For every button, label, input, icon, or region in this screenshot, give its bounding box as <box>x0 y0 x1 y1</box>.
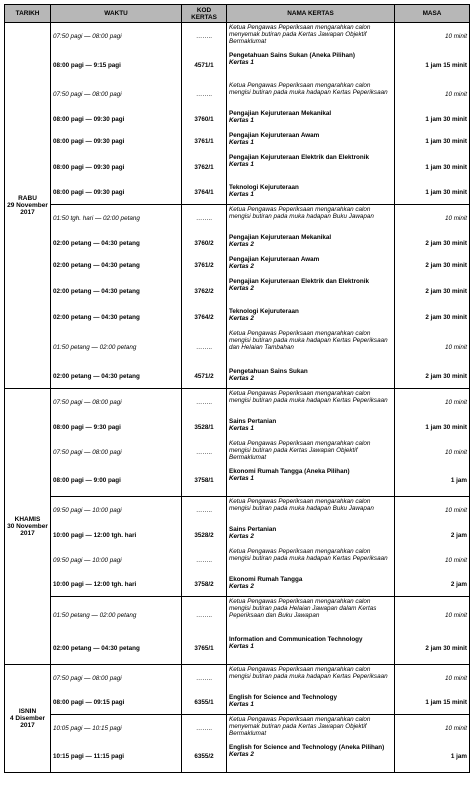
exam-row <box>5 153 470 183</box>
paper-label: Kertas 1 <box>229 116 254 124</box>
instruction-row <box>5 665 470 693</box>
day-date: 30 November <box>7 522 48 530</box>
name-cell <box>227 109 395 131</box>
time-cell: 08:00 pagi — 9:15 pagi <box>51 51 182 81</box>
code-cell: 3760/1 <box>182 109 227 131</box>
code-cell: …….. <box>182 329 227 367</box>
time-cell: 10:00 pagi — 12:00 tgh. hari <box>51 525 182 547</box>
code-cell: 3765/1 <box>182 635 227 665</box>
duration-cell: 1 jam <box>395 467 470 497</box>
code-cell: …….. <box>182 205 227 233</box>
instruction-text: Ketua Pengawas Peperiksaan mengarahkan calon mengisi butiran pada muka hadapan Kertas Peperiksaan dan Helaian Tambahan <box>229 329 388 351</box>
day-date: 29 November <box>7 201 48 209</box>
exam-row <box>5 183 470 205</box>
code-cell: 4571/1 <box>182 51 227 81</box>
code-cell: …….. <box>182 665 227 693</box>
time-cell: 08:00 pagi — 09:30 pagi <box>51 183 182 205</box>
code-cell: …….. <box>182 439 227 467</box>
duration-cell: 10 minit <box>395 439 470 467</box>
name-cell <box>227 81 395 109</box>
instruction-row <box>5 439 470 467</box>
header-name: NAMA KERTAS <box>227 5 395 23</box>
subject-name: Sains Pertanian <box>229 417 277 425</box>
exam-row <box>5 417 470 439</box>
duration-cell: 1 jam 30 minit <box>395 417 470 439</box>
duration-cell: 2 jam 30 minit <box>395 277 470 307</box>
time-cell: 08:00 pagi — 09:30 pagi <box>51 131 182 153</box>
time-cell: 02:00 petang — 04:30 petang <box>51 307 182 329</box>
subject-name: Teknologi Kejuruteraan <box>229 183 299 191</box>
time-cell: 01:50 petang — 02:00 petang <box>51 329 182 367</box>
time-cell: 08:00 pagi — 09:30 pagi <box>51 109 182 131</box>
day-year: 2017 <box>20 721 35 729</box>
day-name: KHAMIS <box>14 515 41 523</box>
instruction-text: Ketua Pengawas Peperiksaan mengarahkan calon mengisi butiran pada muka hadapan Kertas Peperiksaan <box>229 390 388 404</box>
subject-name: Information and Communication Technology <box>229 635 363 643</box>
name-cell <box>227 635 395 665</box>
name-cell <box>227 131 395 153</box>
time-cell: 02:00 petang — 04:30 petang <box>51 255 182 277</box>
instruction-text: Ketua Pengawas Peperiksaan mengarahkan calon mengisi butiran pada muka hadapan Kertas Peperiksaan <box>229 547 388 562</box>
subject-name: Sains Pertanian <box>229 525 277 533</box>
header-duration: MASA <box>395 5 470 23</box>
paper-label: Kertas 2 <box>229 262 254 270</box>
paper-label: Kertas 1 <box>229 58 254 66</box>
time-cell: 09:50 pagi — 10:00 pagi <box>51 547 182 575</box>
code-cell: 3760/2 <box>182 233 227 255</box>
paper-label: Kertas 1 <box>229 138 254 146</box>
instruction-row <box>5 389 470 417</box>
duration-cell: 1 jam 15 minit <box>395 51 470 81</box>
exam-row <box>5 743 470 773</box>
duration-cell: 10 minit <box>395 205 470 233</box>
instruction-text: Ketua Pengawas Peperiksaan mengarahkan calon mengisi butiran pada muka hadapan Buku Jawapan <box>229 498 374 512</box>
code-cell: …….. <box>182 23 227 51</box>
duration-cell: 1 jam 30 minit <box>395 109 470 131</box>
subject-name: Pengajian Kejuruteraan Mekanikal <box>229 233 332 241</box>
time-cell: 08:00 pagi — 09:30 pagi <box>51 153 182 183</box>
name-cell <box>227 417 395 439</box>
exam-row <box>5 109 470 131</box>
day-name: ISNIN <box>18 707 37 715</box>
header-code: KOD KERTAS <box>182 5 227 23</box>
name-cell <box>227 715 395 743</box>
name-cell <box>227 389 395 417</box>
name-cell <box>227 693 395 715</box>
paper-label: Kertas 2 <box>229 582 254 590</box>
subject-name: Pengajian Kejuruteraan Elektrik dan Elektronik <box>229 277 369 285</box>
code-cell: 6355/1 <box>182 693 227 715</box>
duration-cell: 10 minit <box>395 81 470 109</box>
paper-label: Kertas 2 <box>229 750 254 758</box>
duration-cell: 10 minit <box>395 547 470 575</box>
timetable-body <box>5 23 470 773</box>
exam-row <box>5 233 470 255</box>
day-cell <box>5 389 51 665</box>
time-cell: 07:50 pagi — 08:00 pagi <box>51 81 182 109</box>
code-cell: …….. <box>182 715 227 743</box>
time-cell: 10:05 pagi — 10:15 pagi <box>51 715 182 743</box>
code-cell: 3758/1 <box>182 467 227 497</box>
code-cell: 3761/2 <box>182 255 227 277</box>
duration-cell: 1 jam 30 minit <box>395 153 470 183</box>
name-cell <box>227 205 395 233</box>
day-date: 4 Disember <box>9 714 46 722</box>
day-name: RABU <box>18 194 37 202</box>
name-cell <box>227 439 395 467</box>
name-cell <box>227 547 395 575</box>
paper-label: Kertas 1 <box>229 160 254 168</box>
day-year: 2017 <box>20 208 35 216</box>
time-cell: 07:50 pagi — 08:00 pagi <box>51 439 182 467</box>
instruction-row <box>5 23 470 51</box>
paper-label: Kertas 1 <box>229 424 254 432</box>
header-row <box>5 5 470 23</box>
duration-cell: 10 minit <box>395 23 470 51</box>
duration-cell: 2 jam 30 minit <box>395 635 470 665</box>
duration-cell: 1 jam 15 minit <box>395 693 470 715</box>
name-cell <box>227 329 395 367</box>
duration-cell: 2 jam 30 minit <box>395 255 470 277</box>
name-cell <box>227 497 395 525</box>
time-cell: 02:00 petang — 04:30 petang <box>51 277 182 307</box>
name-cell <box>227 575 395 597</box>
exam-row <box>5 307 470 329</box>
code-cell: 6355/2 <box>182 743 227 773</box>
code-cell: 3758/2 <box>182 575 227 597</box>
exam-row <box>5 575 470 597</box>
subject-name: Ekonomi Rumah Tangga <box>229 575 303 583</box>
time-cell: 08:00 pagi — 09:15 pagi <box>51 693 182 715</box>
instruction-row <box>5 597 470 635</box>
header-date: TARIKH <box>5 5 51 23</box>
day-cell <box>5 23 51 389</box>
name-cell <box>227 183 395 205</box>
name-cell <box>227 255 395 277</box>
instruction-row <box>5 715 470 743</box>
code-cell: …….. <box>182 597 227 635</box>
exam-timetable <box>4 4 470 773</box>
instruction-text: Ketua Pengawas Peperiksaan mengarahkan calon mengisi butiran pada muka hadapan Buku Jawapan <box>229 206 374 220</box>
paper-label: Kertas 1 <box>229 474 254 482</box>
paper-label: Kertas 1 <box>229 700 254 708</box>
exam-row <box>5 525 470 547</box>
subject-name: Teknologi Kejuruteraan <box>229 307 299 315</box>
name-cell <box>227 153 395 183</box>
duration-cell: 10 minit <box>395 715 470 743</box>
duration-cell: 2 jam 30 minit <box>395 367 470 389</box>
name-cell <box>227 367 395 389</box>
paper-label: Kertas 2 <box>229 314 254 322</box>
time-cell: 01:50 petang — 02:00 petang <box>51 597 182 635</box>
instruction-text: Ketua Pengawas Peperiksaan mengarahkan calon menyemak butiran pada Kertas Jawapan Objektif Bermaklumat <box>229 24 371 45</box>
paper-label: Kertas 1 <box>229 642 254 650</box>
exam-row <box>5 693 470 715</box>
name-cell <box>227 525 395 547</box>
subject-name: Pengajian Kejuruteraan Awam <box>229 255 320 263</box>
paper-label: Kertas 2 <box>229 284 254 292</box>
instruction-row <box>5 81 470 109</box>
name-cell <box>227 665 395 693</box>
time-cell: 07:50 pagi — 08:00 pagi <box>51 389 182 417</box>
name-cell <box>227 23 395 51</box>
subject-name: Ekonomi Rumah Tangga (Aneka Pilihan) <box>229 467 350 475</box>
name-cell <box>227 277 395 307</box>
time-cell: 02:00 petang — 04:30 petang <box>51 233 182 255</box>
instruction-row <box>5 547 470 575</box>
instruction-text: Ketua Pengawas Peperiksaan mengarahkan calon mengisi butiran pada muka hadapan Kertas Peperiksaan <box>229 666 388 680</box>
duration-cell: 1 jam 30 minit <box>395 183 470 205</box>
code-cell: 3528/2 <box>182 525 227 547</box>
duration-cell: 10 minit <box>395 597 470 635</box>
exam-row <box>5 367 470 389</box>
code-cell: 3762/1 <box>182 153 227 183</box>
time-cell: 10:00 pagi — 12:00 tgh. hari <box>51 575 182 597</box>
time-cell: 01:50 tgh. hari — 02:00 petang <box>51 205 182 233</box>
subject-name: Pengajian Kejuruteraan Awam <box>229 131 320 139</box>
name-cell <box>227 233 395 255</box>
time-cell: 02:00 petang — 04:30 petang <box>51 635 182 665</box>
paper-label: Kertas 2 <box>229 532 254 540</box>
subject-name: English for Science and Technology <box>229 693 337 701</box>
time-cell: 10:15 pagi — 11:15 pagi <box>51 743 182 773</box>
code-cell: 3761/1 <box>182 131 227 153</box>
exam-row <box>5 277 470 307</box>
day-year: 2017 <box>20 529 35 537</box>
instruction-row <box>5 497 470 525</box>
name-cell <box>227 307 395 329</box>
exam-row <box>5 51 470 81</box>
subject-name: English for Science and Technology (Aneka Pilihan) <box>229 743 385 751</box>
paper-label: Kertas 2 <box>229 374 254 382</box>
instruction-text: Ketua Pengawas Peperiksaan mengarahkan calon mengisi butiran pada muka hadapan Kertas Peperiksaan <box>229 81 388 96</box>
time-cell: 07:50 pagi — 08:00 pagi <box>51 23 182 51</box>
name-cell <box>227 467 395 497</box>
duration-cell: 10 minit <box>395 389 470 417</box>
exam-row <box>5 635 470 665</box>
duration-cell: 2 jam <box>395 525 470 547</box>
duration-cell: 1 jam 30 minit <box>395 131 470 153</box>
exam-row <box>5 131 470 153</box>
time-cell: 07:50 pagi — 08:00 pagi <box>51 665 182 693</box>
duration-cell: 10 minit <box>395 665 470 693</box>
code-cell: 3762/2 <box>182 277 227 307</box>
time-cell: 09:50 pagi — 10:00 pagi <box>51 497 182 525</box>
name-cell <box>227 743 395 773</box>
time-cell: 08:00 pagi — 9:30 pagi <box>51 417 182 439</box>
duration-cell: 10 minit <box>395 329 470 367</box>
code-cell: …….. <box>182 497 227 525</box>
duration-cell: 2 jam 30 minit <box>395 307 470 329</box>
instruction-row <box>5 205 470 233</box>
code-cell: …….. <box>182 81 227 109</box>
duration-cell: 2 jam 30 minit <box>395 233 470 255</box>
duration-cell: 2 jam <box>395 575 470 597</box>
code-cell: …….. <box>182 547 227 575</box>
subject-name: Pengetahuan Sains Sukan (Aneka Pilihan) <box>229 51 355 59</box>
time-cell: 08:00 pagi — 9:00 pagi <box>51 467 182 497</box>
code-cell: …….. <box>182 389 227 417</box>
instruction-text: Ketua Pengawas Peperiksaan mengarahkan calon mengisi butiran pada Kertas Jawapan Objektif Bermaklumat <box>229 439 371 461</box>
instruction-text: Ketua Pengawas Peperiksaan mengarahkan calon mengisi butiran pada Helaian Jawapan dalam Kertas Peperiksaan dan Buku Jawapan <box>229 598 377 619</box>
duration-cell: 10 minit <box>395 497 470 525</box>
subject-name: Pengajian Kejuruteraan Mekanikal <box>229 109 332 117</box>
exam-row <box>5 467 470 497</box>
header-time: WAKTU <box>51 5 182 23</box>
day-cell <box>5 665 51 773</box>
code-cell: 3528/1 <box>182 417 227 439</box>
subject-name: Pengajian Kejuruteraan Elektrik dan Elektronik <box>229 153 369 161</box>
time-cell: 02:00 petang — 04:30 petang <box>51 367 182 389</box>
paper-label: Kertas 1 <box>229 190 254 198</box>
subject-name: Pengetahuan Sains Sukan <box>229 367 308 375</box>
code-cell: 3764/1 <box>182 183 227 205</box>
name-cell <box>227 51 395 81</box>
paper-label: Kertas 2 <box>229 240 254 248</box>
duration-cell: 1 jam <box>395 743 470 773</box>
code-cell: 4571/2 <box>182 367 227 389</box>
instruction-row <box>5 329 470 367</box>
instruction-text: Ketua Pengawas Peperiksaan mengarahkan calon menyemak butiran pada Kertas Jawapan Objektif Bermaklumat <box>229 716 371 737</box>
name-cell <box>227 597 395 635</box>
exam-row <box>5 255 470 277</box>
code-cell: 3764/2 <box>182 307 227 329</box>
